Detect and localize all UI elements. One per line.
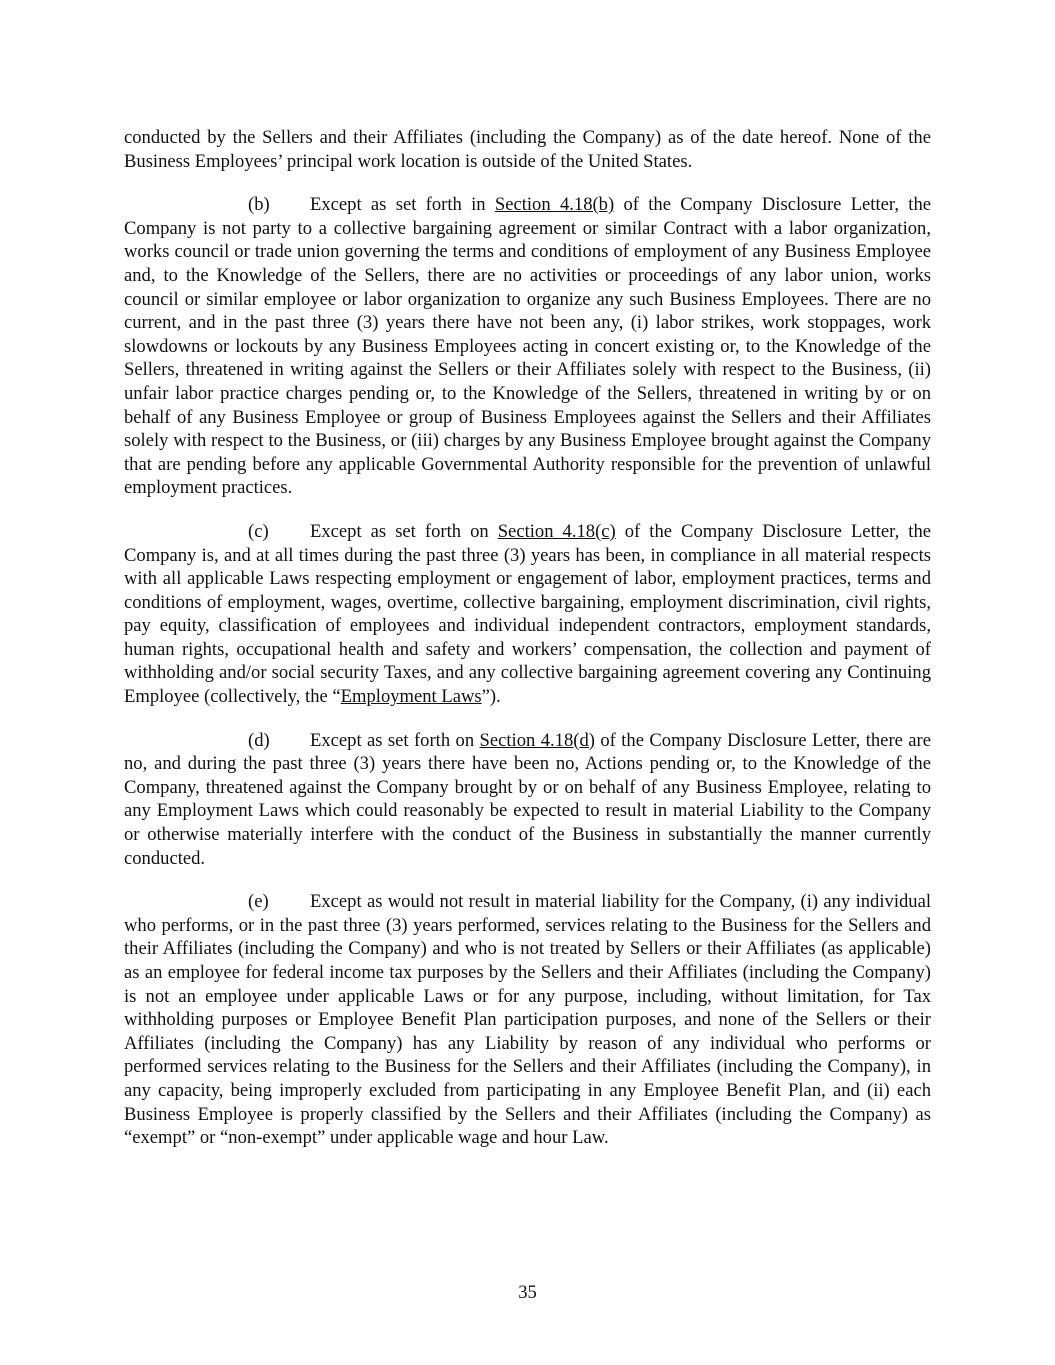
- paragraph-c-label: (c): [248, 520, 269, 542]
- section-ref-4-18-d: Section 4.18(d): [479, 729, 595, 751]
- paragraph-e: (e) Except as would not result in material liability for the Company, (i) any individual who performs, or in the past three (3) years performed, services relating to the Business for the Sellers and their Affiliates (including the Company) and who is not treated by Sellers or their Affiliates (as applicable) as an employee for federal income tax purposes by the Sellers and their Affiliates (including the Company) is not an employee under applicable Laws or for any purpose, including, without limitation, for Tax withholding purposes or Employee Benefit Plan participation purposes, and none of the Sellers or their Affiliates (including the Company) has any Liability by reason of any individual who performs or performed services relating to the Business for the Sellers and their Affiliates (including the Company), in any capacity, being improperly excluded from participating in any Employee Benefit Plan, and (ii) each Business Employee is properly classified by the Sellers and their Affiliates (including the Company) as “exempt” or “non-exempt” under applicable wage and hour Law.: [124, 891, 931, 1149]
- paragraph-c: (c) Except as set forth on Section 4.18(c) of the Company Disclosure Letter, the Company is, and at all times during the past three (3) years has been, in compliance in all material respects with all applicable Laws respecting employment or engagement of labor, employment practices, terms and conditions of employment, wages, overtime, collective bargaining, employment discrimination, civil rights, pay equity, classification of employees and individual independent contractors, employment standards, human rights, occupational health and safety and workers’ compensation, the collection and payment of withholding and/or social security Taxes, and any collective bargaining agreement covering any Continuing Employee (collectively, the “Employment Laws”).: [124, 520, 931, 708]
- paragraph-d: (d) Except as set forth on Section 4.18(d) of the Company Disclosure Letter, there are no, and during the past three (3) years there have been no, Actions pending or, to the Knowledge of the Company, threatened against the Company brought by or on behalf of any Business Employee, relating to any Employment Laws which could reasonably be expected to result in material Liability to the Company or otherwise materially interfere with the conduct of the Business in substantially the manner currently conducted.: [124, 729, 931, 869]
- paragraph-a-continuation: conducted by the Sellers and their Affiliates (including the Company) as of the date hereof. None of the Business Employees’ principal work location is outside of the United States.: [124, 127, 931, 172]
- page-number: 35: [518, 1282, 537, 1303]
- paragraph-b-label: (b): [248, 194, 270, 216]
- document-body: [124, 126, 931, 1170]
- section-ref-4-18-c: Section 4.18(c): [497, 520, 616, 542]
- paragraph-d-label: (d): [248, 729, 270, 751]
- paragraph-b: (b) Except as set forth in Section 4.18(b) of the Company Disclosure Letter, the Company is not party to a collective bargaining agreement or similar Contract with a labor organization, works council or trade union governing the terms and conditions of employment of any Business Employee and, to the Knowledge of the Sellers, there are no activities or proceedings of any labor union, works council or similar employee or labor organization to organize any such Business Employees. There are no current, and in the past three (3) years there have not been any, (i) labor strikes, work stoppages, work slowdowns or lockouts by any Business Employees acting in concert existing or, to the Knowledge of the Sellers, threatened in writing against the Sellers or their Affiliates solely with respect to the Business, (ii) unfair labor practice charges pending or, to the Knowledge of the Sellers, threatened in writing by or on behalf of any Business Employee or group of Business Employees against the Sellers and their Affiliates solely with respect to the Business, or (iii) charges by any Business Employee brought against the Company that are pending before any applicable Governmental Authority responsible for the prevention of unlawful employment practices.: [124, 194, 931, 499]
- defined-term-employment-laws: Employment Laws: [340, 686, 482, 708]
- section-ref-4-18-b: Section 4.18(b): [494, 194, 615, 216]
- paragraph-e-label: (e): [248, 891, 269, 913]
